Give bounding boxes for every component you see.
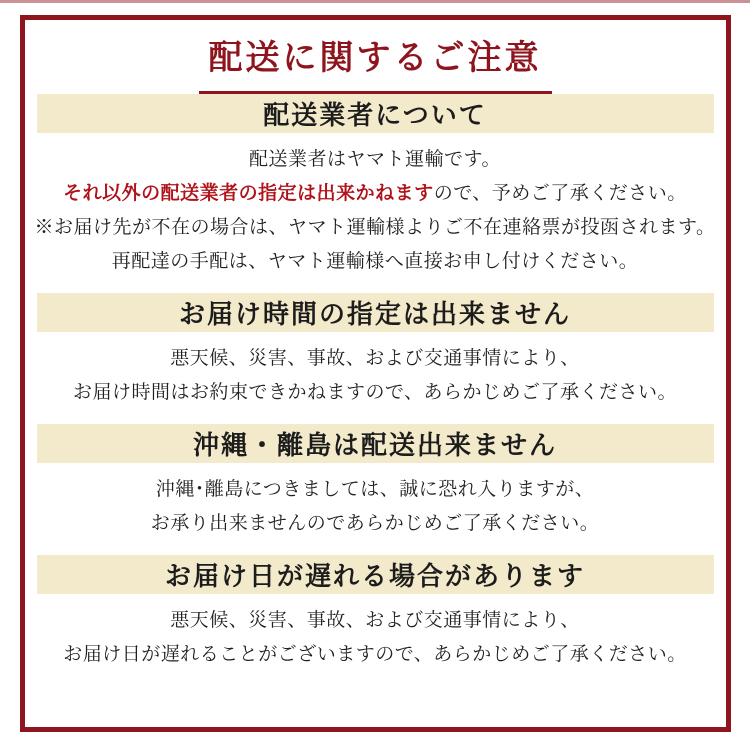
carrier-line-3: ※お届け先が不在の場合は、ヤマト運輸様よりご不在連絡票が投函されます。 [34,215,716,238]
section-delivery-time [25,293,726,424]
page-title: 配送に関するご注意 [199,36,552,94]
section-heading-delay: お届け日が遅れる場合があります [37,555,714,594]
section-body-carrier [25,133,726,293]
delivery-time-line-1: 悪天候、災害、事故、および交通事情により、 [170,346,580,369]
section-body-delay [25,594,726,686]
carrier-line-2-alert-text: それ以外の配送業者の指定は出来かねます [63,181,434,204]
carrier-line-4: 再配達の手配は、ヤマト運輸様へ直接お申し付けください。 [111,249,639,272]
carrier-line-2-normal-text: ので、予めご了承ください。 [433,181,687,204]
section-heading-okinawa: 沖縄・離島は配送出来ません [37,424,714,463]
top-accent-strip [0,0,750,3]
section-body-delivery-time [25,332,726,424]
delay-line-2: お届け日が遅れることがございますので、あらかじめご了承ください。 [63,642,687,665]
section-delay [25,555,726,686]
carrier-line-1: 配送業者はヤマト運輸です。 [249,147,501,170]
delivery-time-line-2: お届け時間はお約束できかねますので、あらかじめご了承ください。 [72,380,678,403]
carrier-line-2 [25,176,726,210]
section-heading-delivery-time: お届け時間の指定は出来ません [37,293,714,332]
title-container [25,20,726,94]
okinawa-line-1: 沖縄･離島につきましては、誠に恐れ入りますが、 [155,477,595,500]
section-body-okinawa [25,463,726,555]
delivery-notice-box [20,15,731,732]
delay-line-1: 悪天候、災害、事故、および交通事情により、 [170,608,580,631]
section-okinawa [25,424,726,555]
section-carrier [25,94,726,293]
section-heading-carrier: 配送業者について [37,94,714,133]
okinawa-line-2: お承り出来ませんのであらかじめご了承ください。 [150,511,600,534]
